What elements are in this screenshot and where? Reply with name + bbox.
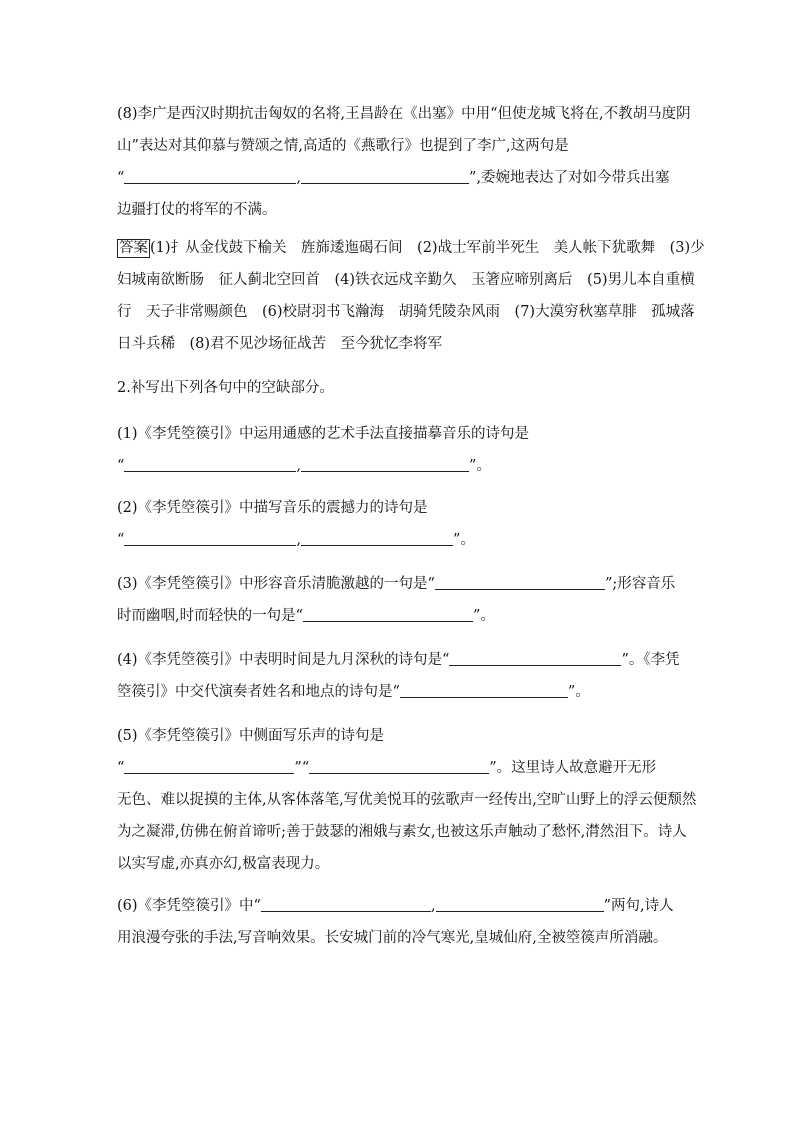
text-line-with-blanks (117, 450, 679, 482)
text-line: (1)《李凭箜篌引》中运用通感的艺术手法直接描摹音乐的诗句是 (117, 426, 530, 442)
text-tail: ”,委婉地表达了对如今带兵出塞 (469, 170, 670, 186)
answer-tag: 答案 (119, 240, 148, 256)
answer-blank[interactable] (449, 649, 621, 666)
answer-block (117, 232, 705, 360)
close-quote: ”。 (567, 684, 590, 700)
answer-blank[interactable] (309, 757, 489, 774)
answer-text: (1)扌从金伐鼓下榆关 旌旆逶迤碣石间 (2)战士军前半死生 美人帐下犹歌舞 (3)少 (150, 240, 705, 256)
subquestion-3 (117, 568, 679, 632)
question-8 (117, 98, 691, 226)
answer-blank[interactable] (124, 757, 294, 774)
answer-blank[interactable] (436, 895, 604, 912)
text-line-with-blanks (117, 644, 679, 676)
text-head: (4)《李凭箜篌引》中表明时间是九月深秋的诗句是“ (117, 652, 450, 668)
text-line: 为之凝滞,仿佛在俯首谛听;善于鼓瑟的湘娥与素女,也被这乐声触动了愁怀,潸然泪下。诗人 (117, 824, 687, 840)
text-line: 无色、难以捉摸的主体,从客体落笔,写优美悦耳的弦歌声一经传出,空旷山野上的浮云便颓然 (117, 792, 697, 808)
text-tail: ”两句,诗人 (603, 898, 674, 914)
section-2-title (117, 372, 679, 404)
open-quote: “ (117, 532, 125, 548)
text-line: 以实写虚,亦真亦幻,极富表现力。 (117, 856, 330, 872)
answer-line: 行 天子非常赐颜色 (6)校尉羽书飞瀚海 胡骑凭陵杂风雨 (7)大漠穷秋塞草腓 孤城落 (117, 304, 695, 320)
answer-blank[interactable] (124, 455, 296, 472)
answer-blank[interactable] (124, 167, 296, 184)
comma: , (296, 458, 302, 474)
text-line: (8)李广是西汉时期抗击匈奴的名将,王昌龄在《出塞》中用“但使龙城飞将在,不教胡马度阴 (117, 106, 691, 122)
text-head: 箜篌引》中交代演奏者姓名和地点的诗句是“ (117, 684, 400, 700)
text-line: (5)《李凭箜篌引》中侧面写乐声的诗句是 (117, 728, 385, 744)
subquestion-6 (117, 890, 679, 954)
open-quote: “ (117, 170, 125, 186)
text-head: (3)《李凭箜篌引》中形容音乐清脆激越的一句是“ (117, 576, 435, 592)
subquestion-4 (117, 644, 679, 708)
text-line-with-blanks (117, 676, 679, 708)
text-line-with-blanks (117, 890, 679, 922)
answer-blank[interactable] (301, 167, 469, 184)
quote-pair: ”“ (294, 760, 310, 776)
text-line: 山”表达对其仰慕与赞颂之情,高适的《燕歌行》也提到了李广,这两句是 (117, 138, 569, 154)
subquestion-2 (117, 492, 679, 556)
answer-line (117, 232, 705, 264)
subquestion-5 (117, 720, 697, 880)
answer-blank[interactable] (301, 455, 469, 472)
section-title: 2.补写出下列各句中的空缺部分。 (117, 380, 334, 396)
subquestion-1 (117, 418, 679, 482)
text-line: (2)《李凭箜篌引》中描写音乐的震撼力的诗句是 (117, 500, 428, 516)
text-line-with-blanks (117, 524, 679, 556)
close-quote: ”。 (473, 608, 495, 624)
open-quote: “ (117, 760, 125, 776)
answer-blank[interactable] (301, 529, 453, 546)
answer-blank[interactable] (400, 681, 568, 698)
text-tail: ”;形容音乐 (604, 576, 676, 592)
text-line-with-blanks (117, 568, 679, 600)
comma: , (296, 170, 302, 186)
text-tail: ”。《李凭 (621, 652, 680, 668)
answer-blank[interactable] (261, 895, 431, 912)
answer-line: 日斗兵稀 (8)君不见沙场征战苦 至今犹忆李将军 (117, 336, 443, 352)
close-quote: ”。 (469, 458, 491, 474)
answer-blank[interactable] (124, 529, 296, 546)
text-line: 用浪漫夸张的手法,写音响效果。长安城门前的冷气寒光,皇城仙府,全被箜篌声所消融。 (117, 930, 668, 946)
text-line-with-blanks (117, 752, 679, 784)
answer-blank[interactable] (303, 605, 473, 622)
comma: , (296, 532, 302, 548)
open-quote: “ (117, 458, 125, 474)
text-line-with-blanks (117, 162, 679, 194)
text-line-with-blanks (117, 600, 679, 632)
answer-line: 妇城南欲断肠 征人蓟北空回首 (4)铁衣远戍辛勤久 玉箸应啼别离后 (5)男儿本自重横 (117, 272, 695, 288)
text-tail: ”。这里诗人故意避开无形 (489, 760, 657, 776)
text-line: 边疆打仗的将军的不满。 (117, 202, 277, 218)
close-quote: ”。 (453, 532, 475, 548)
comma: , (430, 898, 436, 914)
text-head: (6)《李凭箜篌引》中“ (117, 898, 261, 914)
answer-blank[interactable] (435, 573, 605, 590)
text-head: 时而幽咽,时而轻快的一句是“ (117, 608, 304, 624)
